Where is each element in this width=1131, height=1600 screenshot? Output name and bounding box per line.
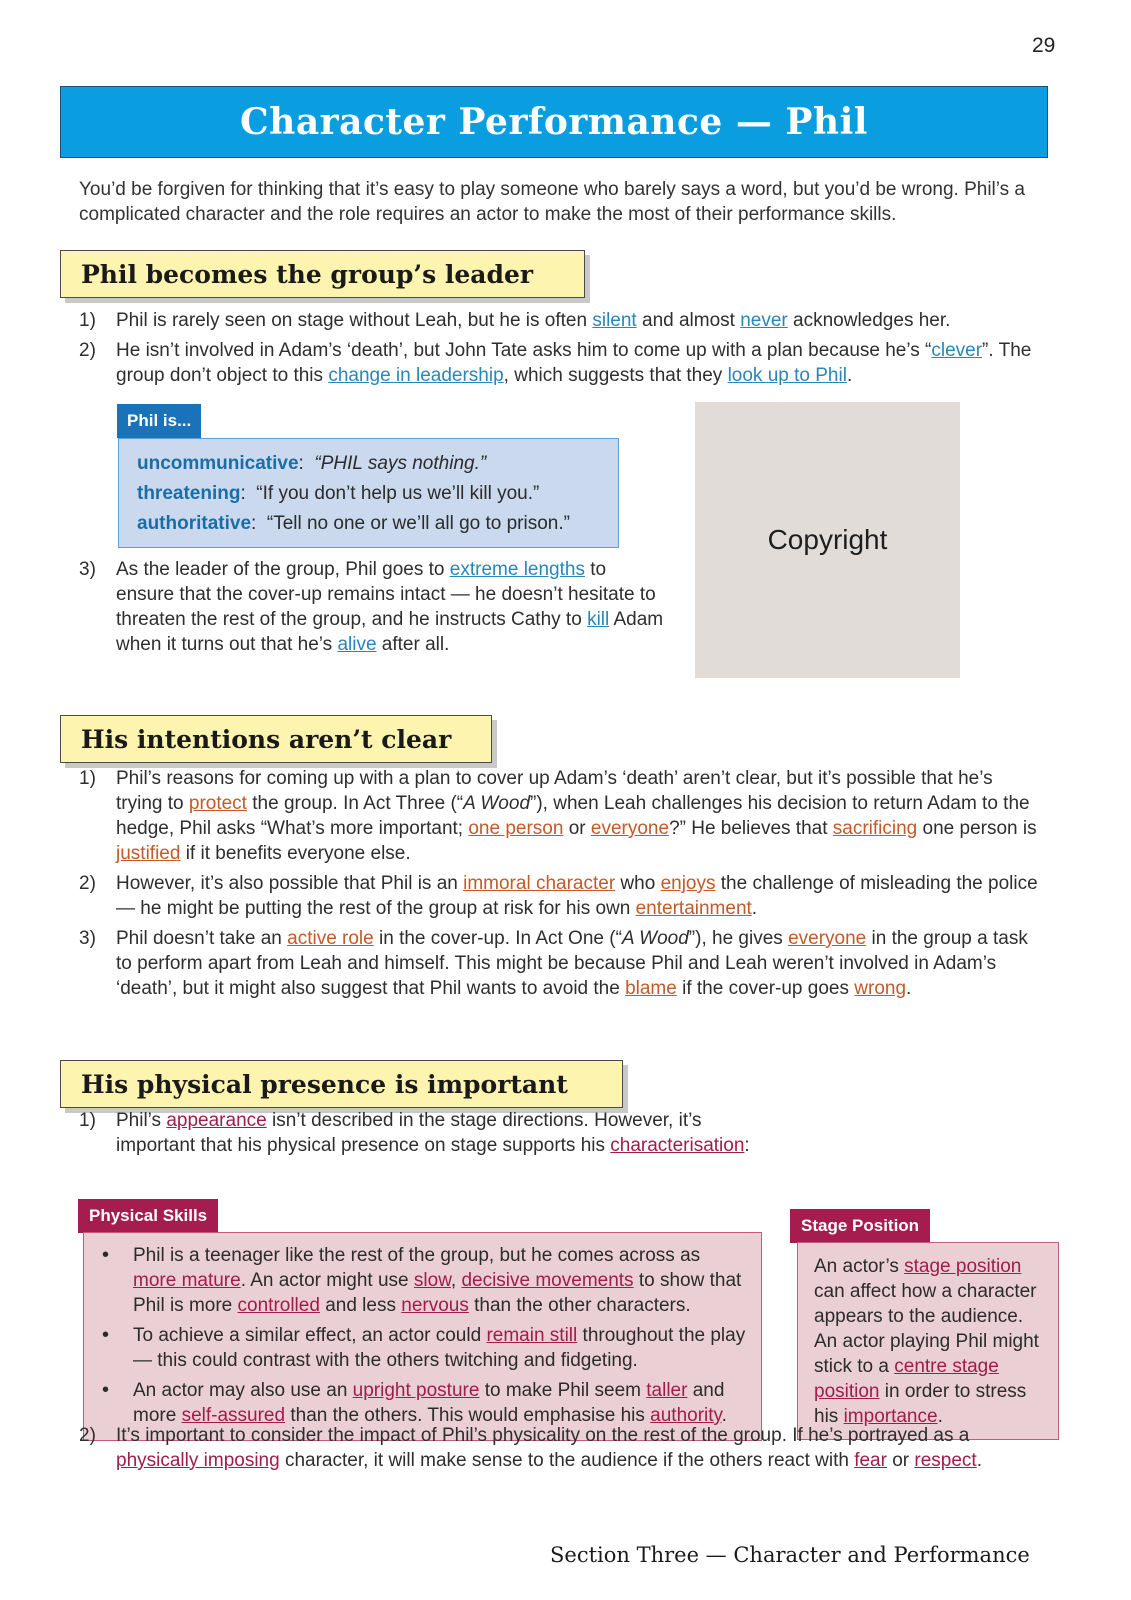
item-number: 2) — [79, 873, 96, 894]
keyword-link[interactable]: blame — [625, 978, 677, 999]
item-text: Phil’s reasons for coming up with a plan to cover up Adam’s ‘death’ aren’t clear, but it’s possible that he’s trying to protect the group. In Act Three (“A Wood”), when Leah challenges his decision to return Adam to the hedge, Phil asks “What’s more important; one person or everyone?” He believes that sacrificing one person is justified if it benefits everyone else. — [116, 768, 1037, 864]
keyword-link[interactable]: authority — [650, 1405, 722, 1426]
keyword-link[interactable]: controlled — [237, 1295, 320, 1316]
item-text: Phil is rarely seen on stage without Leah, but he is often silent and almost never acknowledges her. — [116, 310, 951, 331]
keyword-link[interactable]: centre stage position — [814, 1356, 999, 1402]
keyword-link[interactable]: respect — [914, 1450, 977, 1471]
list-item — [79, 308, 1039, 333]
item-number: 1) — [79, 310, 96, 331]
list-item — [79, 871, 1039, 921]
stage-position-box — [797, 1242, 1059, 1440]
section-heading-leader — [60, 250, 585, 298]
presence-list — [79, 1108, 779, 1163]
list-item — [79, 766, 1039, 866]
keyword-link[interactable]: fear — [854, 1450, 887, 1471]
section-heading-text: Phil becomes the group’s leader — [81, 259, 534, 289]
italic-text: A Wood — [463, 793, 531, 814]
keyword-link[interactable]: upright posture — [352, 1380, 480, 1401]
page-number: 29 — [1032, 34, 1056, 57]
intentions-list — [79, 766, 1039, 1006]
copyright-text: Copyright — [767, 524, 888, 555]
italic-text: A Wood — [621, 928, 689, 949]
item-text: Phil doesn’t take an active role in the cover-up. In Act One (“A Wood”), he gives everyone in the group a task to perform apart from Leah and himself. This might be because Phil and Leah weren’t involved in Adam’s ‘death’, but it might also suggest that Phil wants to avoid the blame if the cover-up goes wrong. — [116, 928, 1028, 999]
item-number: 2) — [79, 340, 96, 361]
keyword-link[interactable]: stage position — [904, 1256, 1022, 1277]
keyword-link[interactable]: protect — [188, 793, 247, 814]
list-item — [79, 338, 1039, 388]
stage-position-text: An actor’s stage position can affect how a character appears to the audience. An actor playing Phil might stick to a centre stage position in order to stress his importance. — [814, 1256, 1039, 1427]
keyword-link[interactable]: one person — [468, 818, 564, 839]
keyword-link[interactable]: nervous — [401, 1295, 469, 1316]
stage-position-tab: Stage Position — [790, 1209, 930, 1243]
trait-row: uncommunicative: “PHIL says nothing.” — [137, 453, 487, 474]
keyword-link[interactable]: extreme lengths — [449, 559, 585, 580]
keyword-link[interactable]: importance — [843, 1406, 938, 1427]
keyword-link[interactable]: decisive movements — [461, 1270, 634, 1291]
item-text: Phil’s appearance isn’t described in the stage directions. However, it’s important that his physical presence on stage supports his characterisation: — [116, 1110, 750, 1156]
item-number: 1) — [79, 1110, 96, 1131]
bullet-item: • To achieve a similar effect, an actor could remain still throughout the play — this could contrast with the others twitching and fidgeting. — [102, 1323, 747, 1373]
item-number: 1) — [79, 768, 96, 789]
keyword-link[interactable]: self-assured — [181, 1405, 286, 1426]
trait-quote: “If you don’t help us we’ll kill you.” — [256, 483, 540, 504]
presence-list-continued — [79, 1423, 1039, 1478]
keyword-link[interactable]: alive — [337, 634, 377, 655]
keyword-link[interactable]: look up to Phil — [727, 365, 847, 386]
bullet-item: • An actor may also use an upright posture to make Phil seem taller and more self-assured than the others. This would emphasise his authority. — [102, 1378, 747, 1428]
item-text: As the leader of the group, Phil goes to extreme lengths to ensure that the cover-up remains intact — he doesn’t hesitate to threaten the rest of the group, and he instructs Cathy to kill Adam when it turns out that he’s alive after all. — [116, 559, 664, 655]
page-title: Character Performance — Phil — [240, 101, 868, 143]
section-heading-presence — [60, 1060, 623, 1108]
keyword-link[interactable]: taller — [646, 1380, 688, 1401]
item-number: 2) — [79, 1425, 96, 1446]
copyright-image-placeholder — [695, 402, 960, 678]
keyword-link[interactable]: characterisation — [610, 1135, 745, 1156]
physical-skills-box — [83, 1232, 762, 1441]
keyword-link[interactable]: active role — [287, 928, 374, 949]
keyword-link[interactable]: kill — [587, 609, 610, 630]
trait-label: authoritative — [137, 513, 252, 534]
item-text: However, it’s also possible that Phil is an immoral character who enjoys the challenge of misleading the police — he might be putting the rest of the group at risk for his own entertainment. — [116, 873, 1038, 919]
trait-row: authoritative: “Tell no one or we’ll all go to prison.” — [137, 513, 570, 534]
phil-is-tab: Phil is... — [117, 404, 201, 438]
trait-quote: “Tell no one or we’ll all go to prison.” — [266, 513, 570, 534]
trait-label: uncommunicative — [137, 453, 299, 474]
keyword-link[interactable]: remain still — [486, 1325, 578, 1346]
intro-paragraph: You’d be forgiven for thinking that it’s easy to play someone who barely says a word, but you’d be wrong. Phil’s a complicated character and the role requires an actor to make the most of their performance skills. — [79, 179, 1025, 225]
keyword-link[interactable]: clever — [931, 340, 983, 361]
keyword-link[interactable]: change in leadership — [328, 365, 504, 386]
keyword-link[interactable]: physically imposing — [116, 1450, 280, 1471]
item-number: 3) — [79, 928, 96, 949]
item-number: 3) — [79, 559, 96, 580]
leader-list-continued — [79, 557, 669, 662]
list-item — [79, 1108, 779, 1158]
keyword-link[interactable]: everyone — [590, 818, 670, 839]
keyword-link[interactable]: slow — [413, 1270, 451, 1291]
item-text: He isn’t involved in Adam’s ‘death’, but John Tate asks him to come up with a plan because he’s “clever”. The group don’t object to this change in leadership, which suggests that they look up to Phil. — [116, 340, 1032, 386]
list-item — [79, 1423, 1039, 1473]
page-title-banner — [60, 86, 1048, 158]
keyword-link[interactable]: everyone — [788, 928, 867, 949]
keyword-link[interactable]: appearance — [166, 1110, 267, 1131]
keyword-link[interactable]: more mature — [133, 1270, 241, 1291]
keyword-link[interactable]: silent — [592, 310, 637, 331]
trait-label: threatening — [137, 483, 241, 504]
physical-skills-tab: Physical Skills — [78, 1199, 218, 1233]
list-item — [79, 926, 1039, 1001]
keyword-link[interactable]: enjoys — [660, 873, 716, 894]
trait-row: threatening: “If you don’t help us we’ll kill you.” — [137, 483, 540, 504]
bullet-item: • Phil is a teenager like the rest of the group, but he comes across as more mature. An actor might use slow, decisive movements to show that Phil is more controlled and less nervous than the other characters. — [102, 1243, 747, 1318]
trait-quote: “PHIL says nothing.” — [314, 453, 487, 474]
keyword-link[interactable]: immoral character — [463, 873, 616, 894]
section-heading-intentions — [60, 715, 492, 763]
leader-list — [79, 308, 1039, 393]
section-footer: Section Three — Character and Performance — [550, 1543, 1030, 1567]
item-text: It’s important to consider the impact of Phil’s physicality on the rest of the group. If he’s portrayed as a physically imposing character, it will make sense to the audience if the others react with fear or respect. — [116, 1425, 982, 1471]
keyword-link[interactable]: entertainment — [635, 898, 752, 919]
keyword-link[interactable]: sacrificing — [832, 818, 918, 839]
section-heading-text: His physical presence is important — [81, 1069, 568, 1099]
phil-is-box — [118, 438, 619, 548]
section-heading-text: His intentions aren’t clear — [81, 724, 452, 754]
keyword-link[interactable]: wrong — [854, 978, 907, 999]
keyword-link[interactable]: never — [740, 310, 788, 331]
keyword-link[interactable]: justified — [116, 843, 181, 864]
list-item — [79, 557, 669, 657]
